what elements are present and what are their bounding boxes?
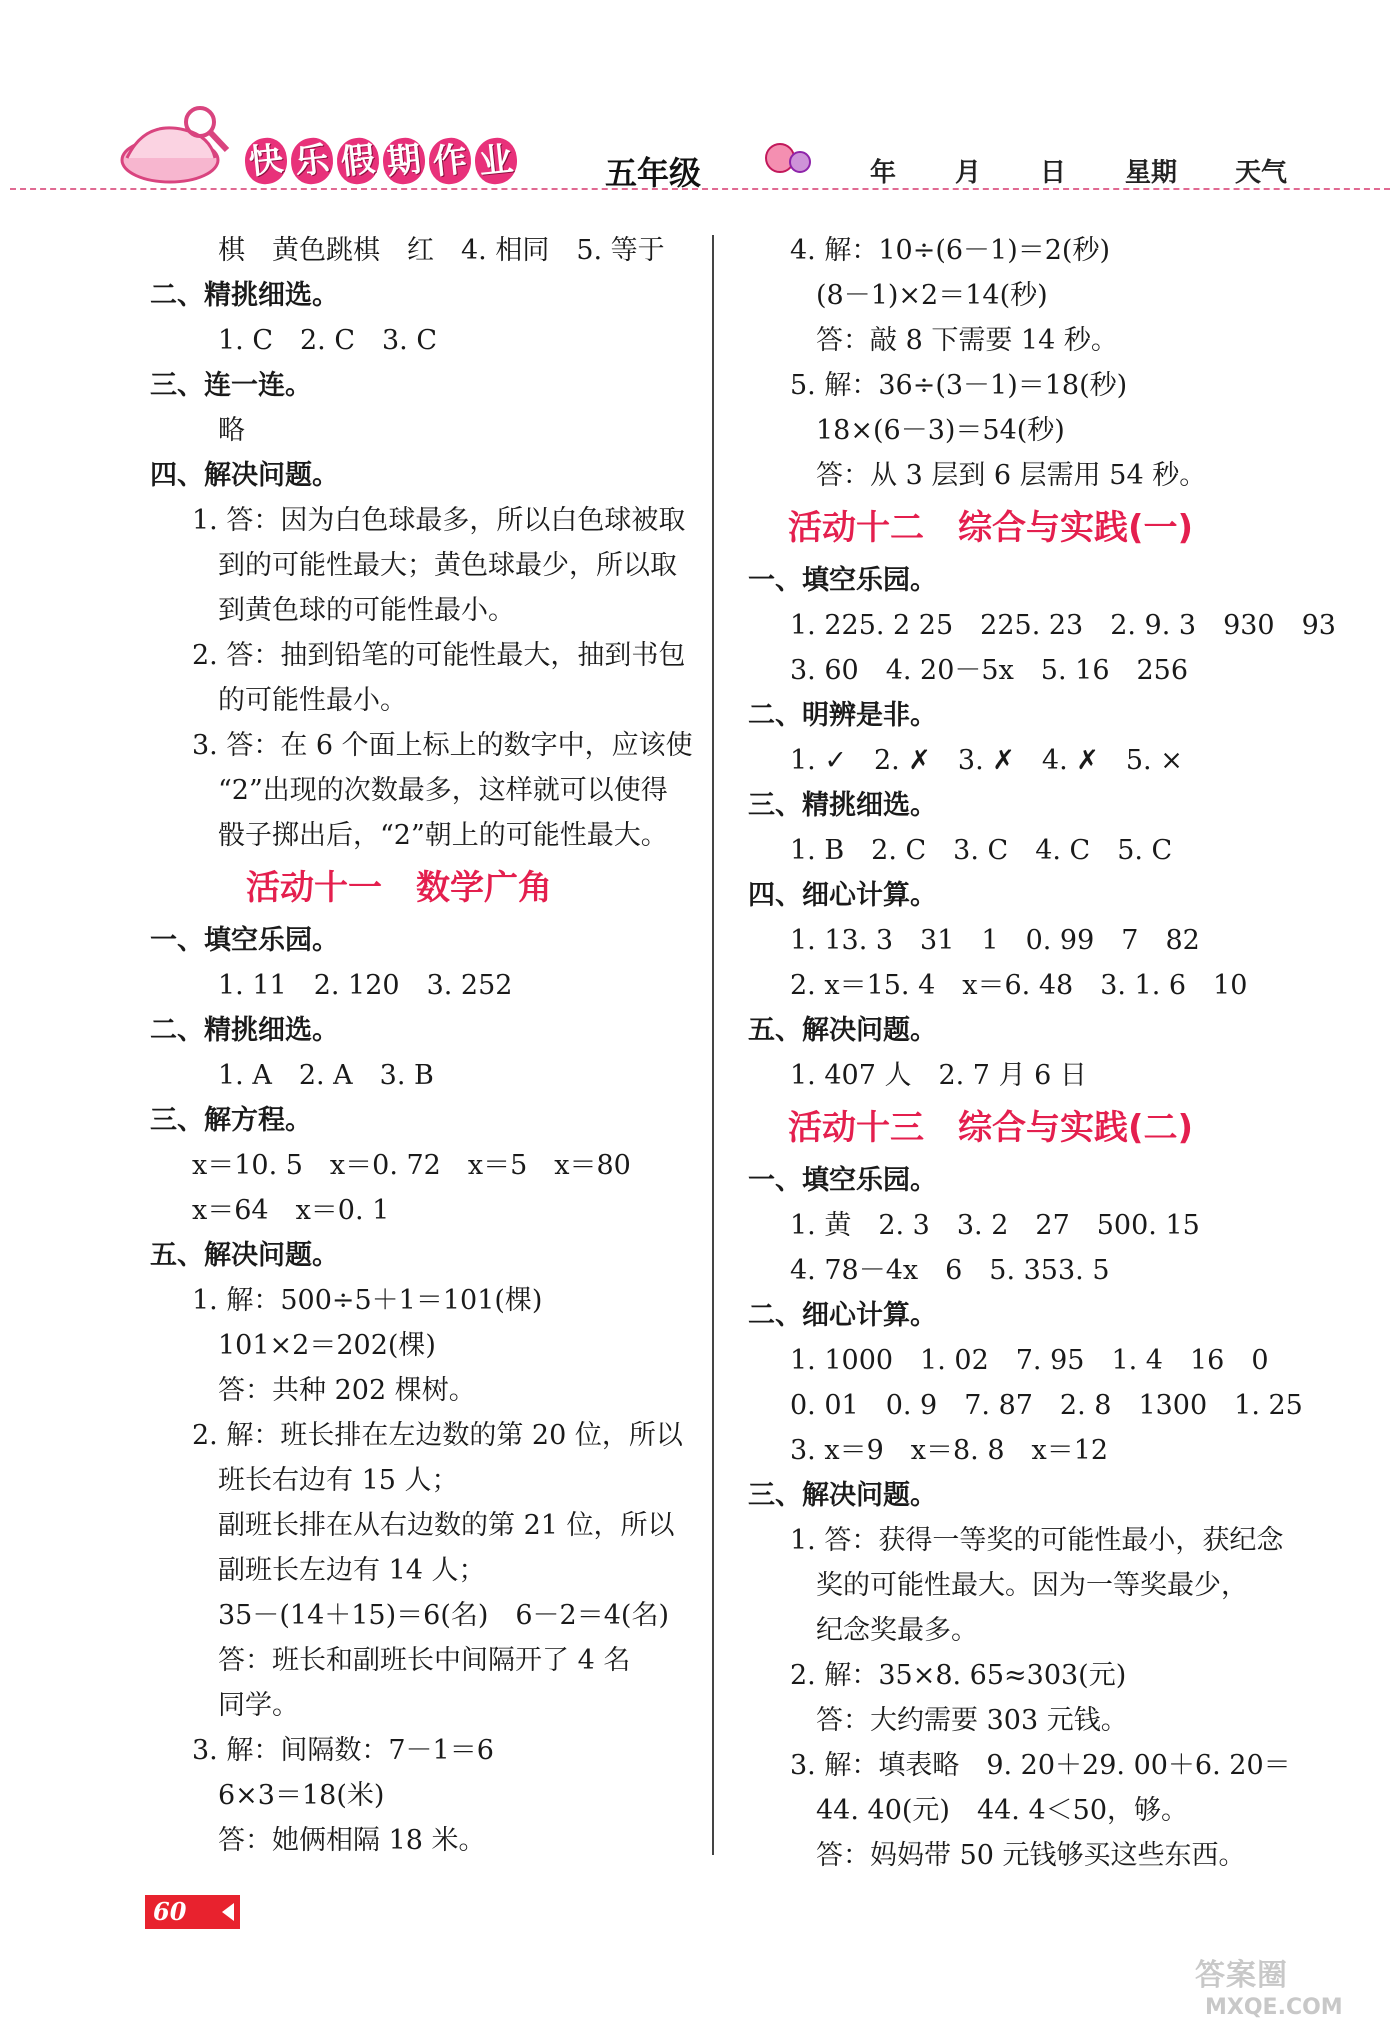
answer-line: 1. C 2. C 3. C: [218, 325, 438, 356]
answer-line: 1. 答：获得一等奖的可能性最小，获纪念: [790, 1525, 1284, 1556]
section-heading: 五、解决问题。: [748, 1015, 937, 1046]
section-heading: 四、解决问题。: [150, 460, 339, 491]
page-number: [145, 1895, 240, 1929]
section-heading: 五、解决问题。: [150, 1240, 339, 1271]
watermark-url: MXQE.COM: [1205, 1995, 1343, 2020]
answer-line: 1. 11 2. 120 3. 252: [218, 970, 513, 1001]
brand-char: 假: [335, 136, 382, 186]
brand-char: 乐: [289, 136, 336, 186]
year-label: 年: [870, 158, 897, 188]
section-heading: 二、精挑细选。: [150, 280, 339, 311]
answer-line: 0. 01 0. 9 7. 87 2. 8 1300 1. 25: [790, 1390, 1303, 1421]
page-arrow-icon: [222, 1903, 234, 1921]
answer-line: “2”出现的次数最多，这样就可以使得: [218, 775, 668, 806]
answer-line: (8－1)×2＝14(秒): [816, 280, 1048, 311]
answer-line: 答：她俩相隔 18 米。: [218, 1825, 486, 1856]
column-divider: [712, 235, 714, 1855]
answer-line: 答：敲 8 下需要 14 秒。: [816, 325, 1118, 356]
answer-line: 3. 解：填表略 9. 20＋29. 00＋6. 20＝: [790, 1750, 1291, 1781]
answer-line: 1. B 2. C 3. C 4. C 5. C: [790, 835, 1173, 866]
answer-line: 答：共种 202 棵树。: [218, 1375, 476, 1406]
shoe-mascot-icon: [115, 100, 235, 190]
month-label: 月: [955, 158, 982, 188]
answer-line: 到黄色球的可能性最小。: [218, 595, 515, 626]
answer-line: 3. x＝9 x＝8. 8 x＝12: [790, 1435, 1109, 1466]
answer-line: 3. 60 4. 20－5x 5. 16 256: [790, 655, 1189, 686]
answer-line: 2. x＝15. 4 x＝6. 48 3. 1. 6 10: [790, 970, 1248, 1001]
day-label: 日: [1040, 158, 1067, 188]
answer-line: 3. 解：间隔数：7－1＝6: [192, 1735, 494, 1766]
answer-line: 的可能性最小。: [218, 685, 407, 716]
answer-line: 同学。: [218, 1690, 299, 1721]
page-header: [0, 0, 1396, 200]
answer-line: 1. 13. 3 31 1 0. 99 7 82: [790, 925, 1200, 956]
answer-line: 2. 答：抽到铅笔的可能性最大，抽到书包: [192, 640, 686, 671]
answer-line: 到的可能性最大；黄色球最少，所以取: [218, 550, 677, 581]
activity-title: 活动十三 综合与实践(二): [788, 1108, 1194, 1148]
brand-char: 作: [427, 136, 474, 186]
answer-line: 2. 解：班长排在左边数的第 20 位，所以: [192, 1420, 683, 1451]
answer-line: 1. 225. 2 25 225. 23 2. 9. 3 930 93: [790, 610, 1336, 641]
section-heading: 四、细心计算。: [748, 880, 937, 911]
brand-char: 快: [243, 136, 290, 186]
activity-title: 活动十二 综合与实践(一): [788, 508, 1194, 548]
answer-line: 奖的可能性最大。因为一等奖最少，: [816, 1570, 1248, 1601]
answer-line: 纪念奖最多。: [816, 1615, 978, 1646]
watermark: 答案圈: [1195, 1958, 1288, 1993]
answer-line: 2. 解：35×8. 65≈303(元): [790, 1660, 1127, 1691]
answer-line: 4. 解：10÷(6－1)＝2(秒): [790, 235, 1110, 266]
answer-line: 答：班长和副班长中间隔开了 4 名: [218, 1645, 631, 1676]
answer-line: 101×2＝202(棵): [218, 1330, 436, 1361]
right-column: [748, 228, 1348, 1878]
answer-line: 略: [218, 415, 245, 446]
answer-line: 44. 40(元) 44. 4＜50，够。: [816, 1795, 1189, 1826]
answer-line: 1. 解：500÷5＋1＝101(棵): [192, 1285, 543, 1316]
grade-label: 五年级: [605, 154, 702, 192]
answer-line: 答：大约需要 303 元钱。: [816, 1705, 1128, 1736]
answer-line: 1. A 2. A 3. B: [218, 1060, 434, 1091]
answer-line: 35－(14＋15)＝6(名) 6－2＝4(名): [218, 1600, 669, 1631]
answer-line: 答：妈妈带 50 元钱够买这些东西。: [816, 1840, 1246, 1871]
brand-title: [245, 138, 517, 184]
section-heading: 二、精挑细选。: [150, 1015, 339, 1046]
answer-line: 5. 解：36÷(3－1)＝18(秒): [790, 370, 1128, 401]
answer-line: 4. 78－4x 6 5. 353. 5: [790, 1255, 1110, 1286]
section-heading: 一、填空乐园。: [748, 565, 937, 596]
brand-char: 业: [473, 136, 520, 186]
section-heading: 一、填空乐园。: [748, 1165, 937, 1196]
answer-line: 副班长排在从右边数的第 21 位，所以: [218, 1510, 675, 1541]
answer-line: x＝10. 5 x＝0. 72 x＝5 x＝80: [192, 1150, 631, 1181]
answer-line: 1. 407 人 2. 7 月 6 日: [790, 1060, 1087, 1091]
section-heading: 一、填空乐园。: [150, 925, 339, 956]
answer-line: 1. 黄 2. 3 3. 2 27 500. 15: [790, 1210, 1200, 1241]
left-column: [150, 228, 700, 1863]
section-heading: 二、细心计算。: [748, 1300, 937, 1331]
answer-line: 骰子掷出后，“2”朝上的可能性最大。: [218, 820, 668, 851]
header-divider: [10, 188, 1390, 190]
answer-line: 班长右边有 15 人；: [218, 1465, 459, 1496]
weather-label: 天气: [1235, 158, 1288, 188]
page-number-text: 60: [153, 1897, 187, 1926]
answer-line: 1. 答：因为白色球最多，所以白色球被取: [192, 505, 686, 536]
answer-line: 3. 答：在 6 个面上标上的数字中，应该使: [192, 730, 693, 761]
brand-char: 期: [381, 136, 428, 186]
answer-line: 6×3＝18(米): [218, 1780, 385, 1811]
answer-line: 18×(6－3)＝54(秒): [816, 415, 1065, 446]
answer-line: 棋 黄色跳棋 红 4. 相同 5. 等于: [218, 235, 665, 266]
answer-line: 副班长左边有 14 人；: [218, 1555, 486, 1586]
answer-line: 1. 1000 1. 02 7. 95 1. 4 16 0: [790, 1345, 1269, 1376]
answer-line: x＝64 x＝0. 1: [192, 1195, 390, 1226]
answer-line: 1. ✓ 2. ✗ 3. ✗ 4. ✗ 5. ×: [790, 745, 1183, 776]
section-heading: 二、明辨是非。: [748, 700, 937, 731]
section-heading: 三、连一连。: [150, 370, 312, 401]
section-heading: 三、精挑细选。: [748, 790, 937, 821]
weekday-label: 星期: [1125, 158, 1178, 188]
answer-line: 答：从 3 层到 6 层需用 54 秒。: [816, 460, 1207, 491]
candy-icon: [760, 138, 820, 178]
section-heading: 三、解决问题。: [748, 1480, 937, 1511]
activity-title: 活动十一 数学广角: [246, 868, 552, 908]
section-heading: 三、解方程。: [150, 1105, 312, 1136]
